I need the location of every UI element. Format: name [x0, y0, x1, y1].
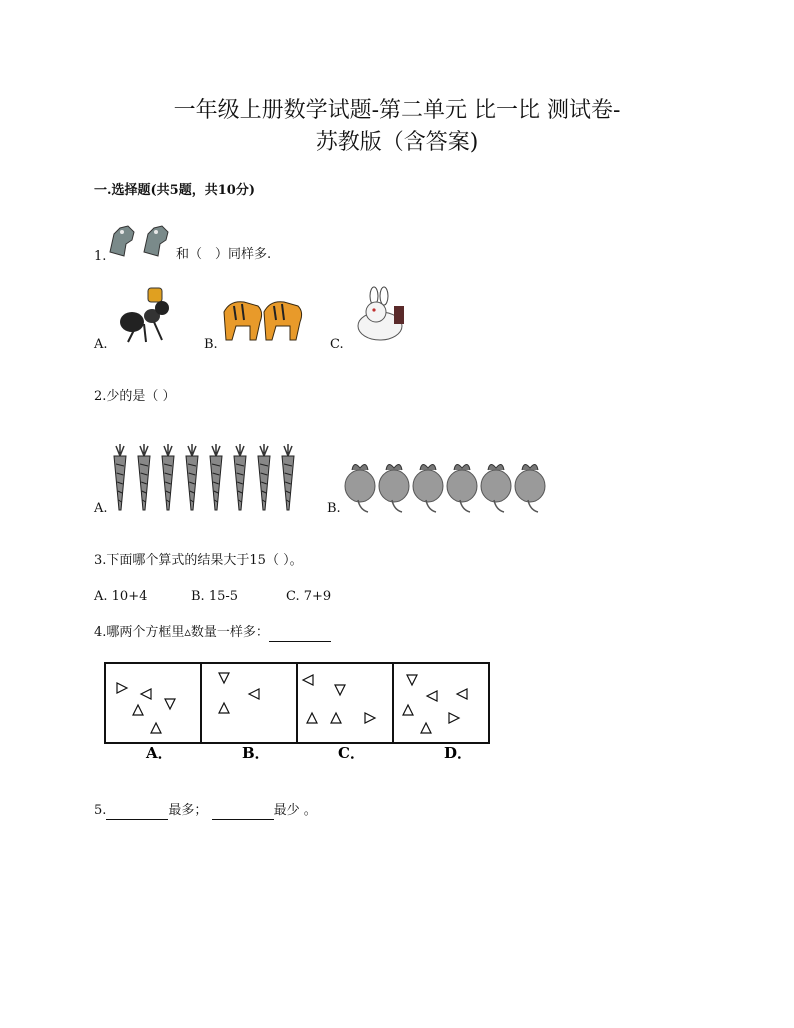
- triangle-icon: [407, 675, 417, 685]
- q5-least-blank[interactable]: [212, 806, 274, 820]
- carrot-icon: [162, 444, 174, 510]
- carrot-icon: [258, 444, 270, 510]
- q4-answer-blank[interactable]: [269, 628, 331, 642]
- q2-option-a-label[interactable]: A.: [94, 501, 108, 516]
- carrot-icon: [138, 444, 150, 510]
- question-3-stem: 3.下面哪个算式的结果大于15（ ）。: [94, 553, 303, 568]
- q1-option-c-label[interactable]: C.: [330, 337, 344, 352]
- q3-option-b[interactable]: B. 15-5: [191, 589, 239, 604]
- triangle-icon: [249, 689, 259, 699]
- triangle-icon: [421, 723, 431, 733]
- carrot-icon: [234, 444, 246, 510]
- question-5-number: 5.: [94, 803, 107, 818]
- radishes-image: [342, 460, 550, 514]
- triangle-icon: [303, 675, 313, 685]
- radish-icon: [447, 464, 477, 512]
- tigers-image: [220, 292, 310, 348]
- q3-option-c[interactable]: C. 7+9: [286, 589, 332, 604]
- radish-icon: [515, 464, 545, 512]
- triangle-icon: [141, 689, 151, 699]
- triangle-icon: [151, 723, 161, 733]
- triangle-icon: [403, 705, 413, 715]
- carrot-icon: [114, 444, 126, 510]
- question-4-text: 4.哪两个方框里▵数量一样多：: [94, 625, 269, 640]
- triangle-icon: [133, 705, 143, 715]
- triangle-icon: [365, 713, 375, 723]
- radish-icon: [413, 464, 443, 512]
- q2-option-b-label[interactable]: B.: [327, 501, 341, 516]
- triangle-icon: [457, 689, 467, 699]
- carrot-icon: [186, 444, 198, 510]
- carrot-icon: [282, 444, 294, 510]
- triangle-boxes: [104, 662, 492, 766]
- triangle-icon: [219, 703, 229, 713]
- box-label-d: D．: [444, 744, 473, 762]
- question-5: [94, 802, 317, 820]
- q1-option-b-label[interactable]: B.: [204, 337, 218, 352]
- radish-icon: [481, 464, 511, 512]
- q5-most-blank[interactable]: [106, 806, 168, 820]
- box-label-c: C．: [338, 744, 365, 762]
- triangle-icon: [449, 713, 459, 723]
- page-subtitle: 苏教版（含答案): [315, 130, 479, 155]
- box-label-b: B．: [242, 744, 270, 762]
- carrot-icon: [210, 444, 222, 510]
- ant-image: [112, 286, 182, 346]
- triangle-icon: [331, 713, 341, 723]
- triangle-icon: [427, 691, 437, 701]
- box-label-a: A．: [146, 744, 173, 762]
- question-5-most-text: 最多；: [168, 803, 208, 818]
- triangle-icon: [307, 713, 317, 723]
- radish-icon: [345, 464, 375, 512]
- q1-option-a-label[interactable]: A.: [94, 337, 108, 352]
- triangle-icon: [335, 685, 345, 695]
- carrots-image: [108, 444, 306, 514]
- question-1-number: 1.: [94, 249, 107, 264]
- rabbit-image: [350, 290, 420, 346]
- question-2-stem: 2.少的是（ ）: [94, 389, 176, 404]
- page-title: 一年级上册数学试题-第二单元 比一比 测试卷-: [173, 98, 621, 123]
- question-4-stem: [94, 624, 331, 642]
- question-5-least-text: 最少 。: [273, 803, 317, 818]
- section-heading: 一.选择题(共5题，共10分): [94, 183, 255, 198]
- q3-option-a[interactable]: A. 10+4: [94, 589, 148, 604]
- radish-icon: [379, 464, 409, 512]
- triangle-icon: [219, 673, 229, 683]
- triangle-icon: [165, 699, 175, 709]
- horse-heads-image: [106, 222, 176, 260]
- triangle-icon: [117, 683, 127, 693]
- question-1-text: 和（ ）同样多.: [176, 247, 272, 262]
